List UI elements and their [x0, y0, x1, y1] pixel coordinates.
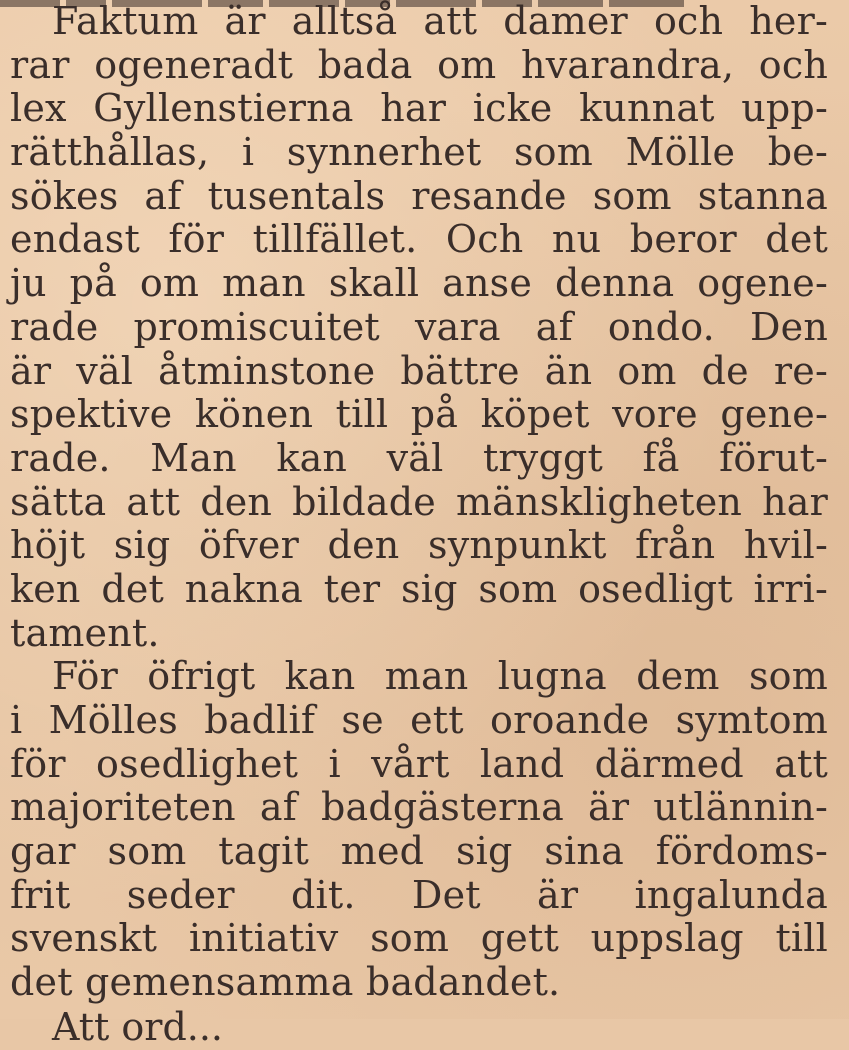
text-line: spektive könen till på köpet vore gene-: [10, 392, 828, 437]
text-line: frit seder dit. Det är ingalunda: [10, 872, 828, 917]
text-line: rar ogeneradt bada om hvarandra, och: [10, 42, 828, 87]
text-line: lex Gyllenstierna har icke kunnat upp-: [10, 86, 828, 131]
text-line: För öfrigt kan man lugna dem som: [52, 654, 828, 699]
text-line: är väl åtminstone bättre än om de re-: [10, 348, 828, 393]
text-line: endast för tillfället. Och nu beror det: [10, 217, 828, 262]
text-line: rätthållas, i synnerhet som Mölle be-: [10, 130, 828, 175]
article-column: [10, 0, 828, 1005]
text-line-cut-off: Att ord...: [52, 1005, 223, 1049]
text-line: ken det nakna ter sig som osedligt irri-: [10, 566, 828, 611]
text-line: höjt sig öfver den synpunkt från hvil-: [10, 523, 828, 568]
text-line: sätta att den bildade mänskligheten har: [10, 479, 828, 524]
text-line: gar som tagit med sig sina fördoms-: [10, 829, 828, 874]
text-line: svenskt initiativ som gett uppslag till: [10, 916, 828, 961]
text-line: för osedlighet i vårt land därmed att: [10, 741, 828, 786]
cut-off-bottom-text: [10, 1005, 828, 1049]
text-line: i Mölles badlif se ett oroande symtom: [10, 698, 828, 742]
paragraph-2: [10, 655, 828, 1005]
text-line: tament.: [10, 610, 160, 655]
text-line: majoriteten af badgästerna är utlännin-: [10, 785, 828, 830]
text-line: det gemensamma badandet.: [10, 960, 561, 1005]
text-line: Faktum är alltså att damer och her-: [52, 0, 828, 43]
text-line: rade promiscuitet vara af ondo. Den: [10, 304, 828, 349]
paragraph-1: [10, 0, 828, 655]
text-line: ju på om man skall anse denna ogene-: [10, 261, 828, 306]
text-line: sökes af tusentals resande som stanna: [10, 173, 828, 218]
text-line: rade. Man kan väl tryggt få förut-: [10, 435, 828, 480]
